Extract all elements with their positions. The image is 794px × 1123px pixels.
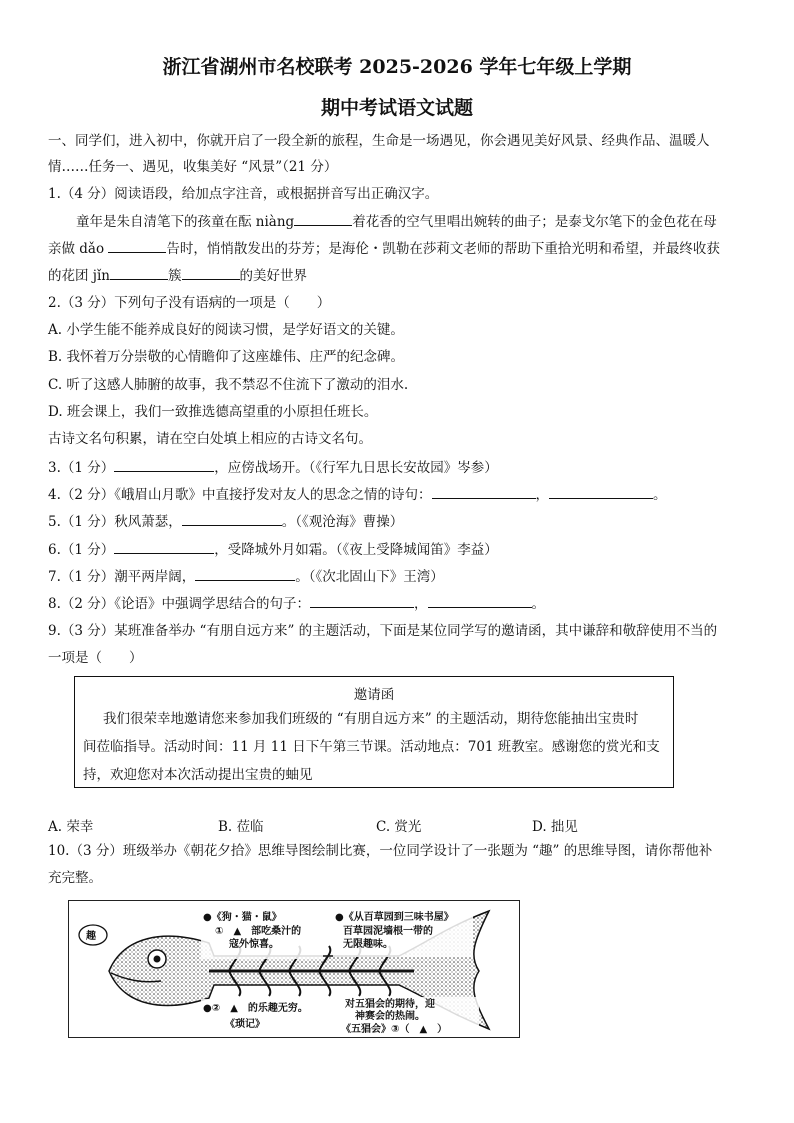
node3-text-a: ●② ▲ 的乐趣无穷。 xyxy=(203,1003,308,1014)
q9-stem-a: 9.（3 分）某班准备举办 “有朋自远方来” 的主题活动，下面是某位同学写的邀请函，其中谦辞和敬辞使用不当的 xyxy=(48,623,718,639)
node2-text-b: 无限趣味。 xyxy=(343,939,393,950)
section1-intro-a: 一、同学们，进入初中，你就开启了一段全新的旅程，生命是一场遇见，你会遇见美好风景、经典作品、温暖人 xyxy=(48,133,710,149)
q6-line xyxy=(48,539,748,560)
q8-comma: ， xyxy=(414,596,428,612)
invitation-line2: 间莅临指导。活动时间：11 月 11 日下午第三节课。活动地点：701 班教室。感谢您的赏光和支 xyxy=(83,739,660,755)
q1-blank-dao[interactable] xyxy=(108,238,166,253)
q8-blank-1[interactable] xyxy=(310,593,414,608)
q6-label: 6.（1 分） xyxy=(48,542,115,558)
q4-blank-1[interactable] xyxy=(432,484,536,499)
q8-label: 8.（2 分）《论语》中强调学思结合的句子： xyxy=(48,596,311,612)
invitation-line1: 我们很荣幸地邀请您来参加我们班级的 “有朋自远方来” 的主题活动，期待您能抽出宝贵时 xyxy=(103,711,639,727)
q5-blank[interactable] xyxy=(182,511,282,526)
q9-option-c[interactable]: C. 赏光 xyxy=(376,819,422,835)
section1-intro-b: 情……任务一、遇见，收集美好 “风景”（21 分） xyxy=(48,159,338,175)
q1-p3-b: 簇 xyxy=(168,268,182,284)
q1-p3-a: 的花团 jǐn xyxy=(48,268,110,284)
node4-text-c: 《五猖会》③（ ▲ ） xyxy=(341,1024,448,1035)
q8-line xyxy=(48,593,748,614)
invitation-line3: 持，欢迎您对本次活动提出宝贵的蚰见 xyxy=(83,767,313,783)
node1-title: ●《狗・猫・鼠》 xyxy=(203,912,282,923)
q3-label: 3.（1 分） xyxy=(48,460,115,476)
theme-label: 趣 xyxy=(86,931,96,942)
q1-p2-b: 告时，悄悄散发出的芬芳；是海伦・凯勒在莎莉文老师的帮助下重拾光明和希望，并最终收获 xyxy=(166,241,720,257)
node4-text-b: 神赛会的热闹。 xyxy=(355,1011,425,1022)
q6-source: ，受降城外月如霜。（《夜上受降城闻笛》李益） xyxy=(214,542,498,558)
q6-blank[interactable] xyxy=(114,539,214,554)
q1-passage-line2 xyxy=(48,238,748,259)
q7-blank[interactable] xyxy=(195,566,295,581)
q1-passage-line3 xyxy=(48,265,748,286)
q1-blank-jin[interactable] xyxy=(110,265,168,280)
q4-line xyxy=(48,484,748,505)
q2-option-c[interactable]: C. 听了这感人肺腑的故事，我不禁忍不住流下了激动的泪水. xyxy=(48,377,409,393)
q2-stem: 2.（3 分）下列句子没有语病的一项是（ ） xyxy=(48,295,331,311)
node1-text-b: 寇外惊喜。 xyxy=(229,939,279,950)
q1-stem: 1.（4 分）阅读语段，给加点字注音，或根据拼音写出正确汉字。 xyxy=(48,186,439,202)
q2-option-a[interactable]: A. 小学生能不能养成良好的阅读习惯，是学好语文的关键。 xyxy=(48,322,404,338)
q7-source: 。（《次北固山下》王湾） xyxy=(295,569,444,585)
node4-text-a: 对五猖会的期待，迎 xyxy=(345,999,435,1010)
node1-text-a: ① ▲ 部吃桑汁的 xyxy=(215,926,302,937)
q2-option-b[interactable]: B. 我怀着万分崇敬的心情瞻仰了这座雄伟、庄严的纪念碑。 xyxy=(48,349,405,365)
q4-blank-2[interactable] xyxy=(549,484,653,499)
q8-end: 。 xyxy=(531,596,546,612)
q1-passage-line1 xyxy=(76,211,776,232)
q9-option-a[interactable]: A. 荣幸 xyxy=(48,819,94,835)
q9-stem-b: 一项是（ ） xyxy=(48,650,143,666)
q4-label: 4.（2 分）《峨眉山月歌》中直接抒发对友人的思念之情的诗句： xyxy=(48,487,432,503)
node2-text-a: 百草园泥墙根一带的 xyxy=(343,926,433,937)
exam-title-line2: 期中考试语文试题 xyxy=(320,97,473,119)
q3-source: ，应傍战场开。（《行军九日思长安故园》岑参） xyxy=(214,460,498,476)
exam-title-line1: 浙江省湖州市名校联考 2025-2026 学年七年级上学期 xyxy=(162,56,632,78)
node3-text-b: 《琐记》 xyxy=(225,1019,265,1030)
q10-stem-a: 10.（3 分）班级举办《朝花夕拾》思维导图绘制比赛，一位同学设计了一张题为 “趣” 的思维导图，请你帮他补 xyxy=(48,843,713,859)
q1-p1-a: 童年是朱自清笔下的孩童在酝 niàng xyxy=(76,214,295,230)
q10-stem-b: 充完整。 xyxy=(48,870,102,886)
q1-p3-c: 的美好世界 xyxy=(239,268,307,284)
q1-p2-a: 亲做 dǎo xyxy=(48,241,109,257)
fish-mind-map xyxy=(68,900,520,1038)
q9-option-d[interactable]: D. 拙见 xyxy=(532,819,578,835)
q8-blank-2[interactable] xyxy=(428,593,532,608)
q1-blank-niang[interactable] xyxy=(294,211,352,226)
invitation-title: 邀请函 xyxy=(353,687,395,703)
q3-blank[interactable] xyxy=(114,457,214,472)
node2-title: ●《从百草园到三味书屋》 xyxy=(335,912,454,923)
invitation-box xyxy=(74,676,674,788)
poem-intro: 古诗文名句积累，请在空白处填上相应的古诗文名句。 xyxy=(48,431,372,447)
q1-p1-b: 着花香的空气里唱出婉转的曲子；是泰戈尔笔下的金色花在母 xyxy=(352,214,717,230)
q9-option-b[interactable]: B. 莅临 xyxy=(218,819,264,835)
fish-mind-map-svg xyxy=(69,901,519,1037)
q1-blank-cu[interactable] xyxy=(182,265,240,280)
q4-end: 。 xyxy=(653,487,667,503)
q3-line xyxy=(48,457,748,478)
q4-comma: ， xyxy=(535,487,550,503)
q5-label: 5.（1 分）秋风萧瑟， xyxy=(48,514,182,530)
q5-source: 。（《观沧海》曹操） xyxy=(281,514,404,530)
q5-line xyxy=(48,511,748,532)
q7-label: 7.（1 分）潮平两岸阔， xyxy=(48,569,196,585)
q2-option-d[interactable]: D. 班会课上，我们一致推选德高望重的小原担任班长。 xyxy=(48,404,378,420)
q7-line xyxy=(48,566,748,587)
